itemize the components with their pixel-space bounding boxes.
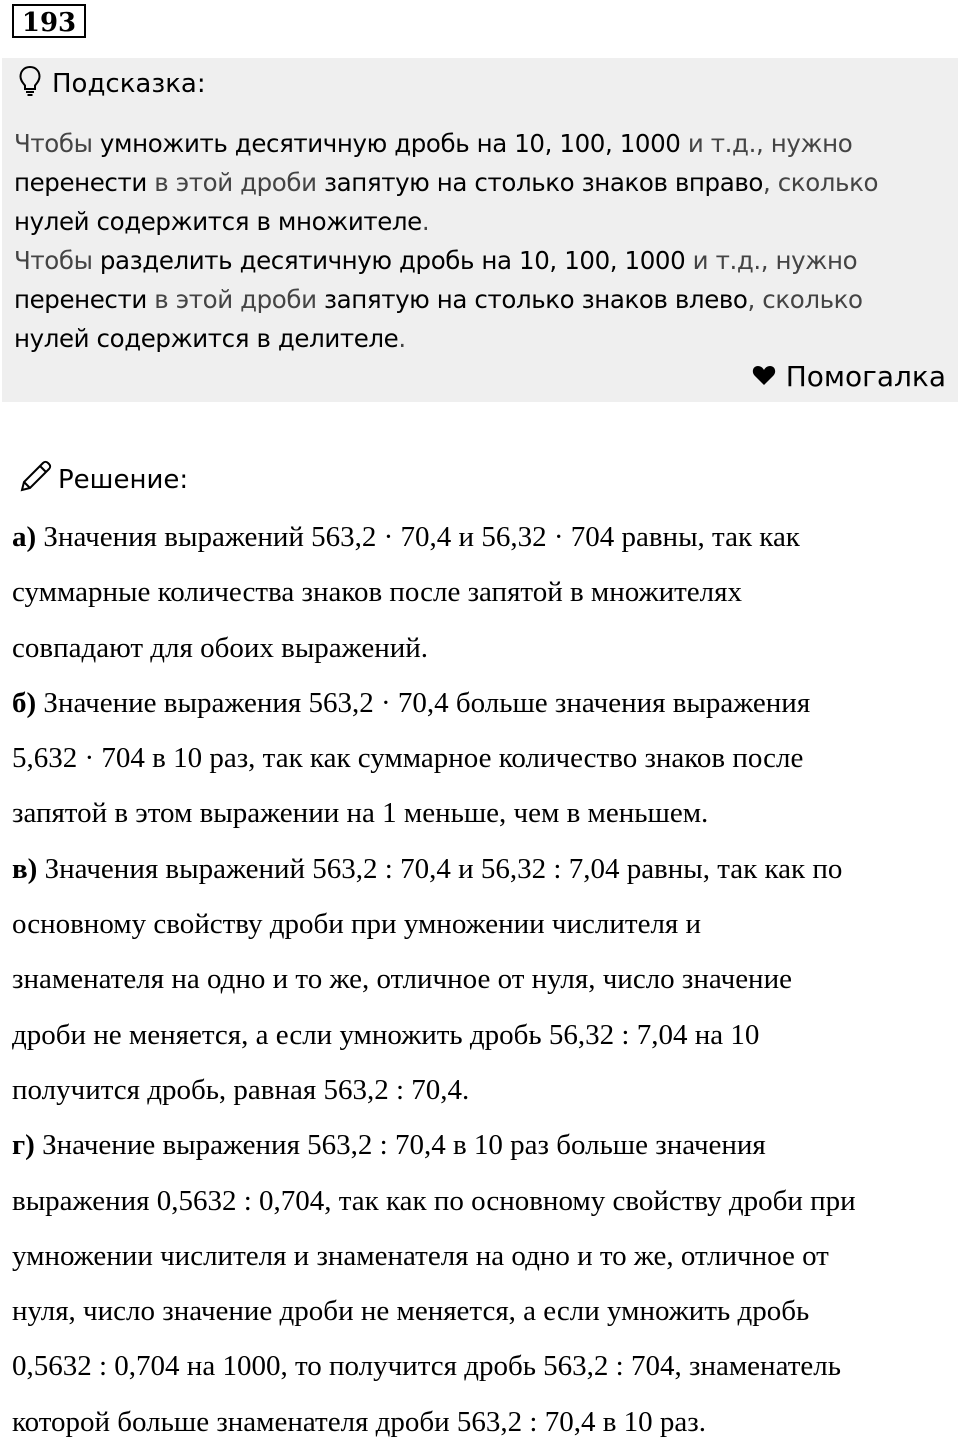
lightbulb-icon (18, 65, 52, 104)
solution-text: Значение выражения 563,2 · 70,4 больше значения выражения (36, 686, 811, 719)
hint-line (14, 163, 944, 202)
hint-emphasis: перенести (14, 168, 147, 197)
solution-text: дроби не меняется, а если умножить дробь 56,32 : 7,04 на 10 (12, 1018, 760, 1051)
solution-line (12, 510, 952, 565)
solution-body (12, 510, 952, 1450)
hint-box (2, 58, 958, 402)
hint-line (14, 202, 944, 241)
solution-text: запятой в этом выражении на 1 меньше, чем в меньшем. (12, 797, 709, 830)
solution-text: основному свойству дроби при умножении числителя и (12, 908, 702, 941)
hint-paragraph (14, 124, 944, 241)
hint-text-run: Чтобы (14, 246, 100, 275)
solution-line (12, 1063, 952, 1118)
hint-text-run: , сколько (762, 168, 879, 197)
solution-line (12, 1008, 952, 1063)
hint-title: Подсказка: (52, 69, 206, 99)
solution-text: Значение выражения 563,2 : 70,4 в 10 раз больше значения (34, 1129, 766, 1162)
hint-text-run: и т.д., нужно (680, 129, 853, 158)
solution-line (12, 676, 952, 731)
brand-label (752, 360, 946, 393)
hint-text-run: в этой дроби (146, 285, 325, 314)
heart-icon (752, 360, 786, 393)
solution-line (12, 731, 952, 786)
hint-paragraph (14, 241, 944, 358)
item-label: в) (12, 852, 38, 885)
solution-text: нуля, число значение дроби не меняется, а если умножить дробь (12, 1295, 810, 1328)
hint-emphasis: запятую на столько знаков вправо (324, 168, 763, 197)
hint-emphasis: разделить десятичную дробь на 10, 100, 1000 (99, 246, 686, 275)
item-label: г) (12, 1129, 35, 1162)
solution-header (16, 458, 188, 502)
solution-text: совпадают для обоих выражений. (12, 631, 429, 664)
solution-text: которой больше знаменателя дроби 563,2 : 70,4 в 10 раз. (12, 1405, 706, 1438)
hint-text-run: . (421, 207, 430, 236)
hint-emphasis: умножить десятичную дробь на 10, 100, 1000 (99, 129, 681, 158)
item-label: а) (12, 521, 37, 553)
solution-text: умножении числителя и знаменателя на одно и то же, отличное от (12, 1239, 829, 1272)
hint-emphasis: нулей содержится в множителе (14, 207, 422, 236)
solution-text: Значения выражений 563,2 : 70,4 и 56,32 : 7,04 равны, так как по (37, 852, 843, 885)
solution-text: выражения 0,5632 : 0,704, так как по основному свойству дроби при (12, 1184, 856, 1217)
solution-line (12, 952, 952, 1007)
solution-line (12, 1229, 952, 1284)
hint-line (14, 241, 944, 280)
hint-line (14, 280, 944, 319)
hint-line (14, 124, 944, 163)
solution-line (12, 842, 952, 897)
brand-name: Помогалка (785, 360, 946, 393)
solution-text: знаменателя на одно и то же, отличное от нуля, число значение (12, 963, 792, 996)
solution-title: Решение: (58, 465, 189, 495)
solution-text: суммарные количества знаков после запятой в множителях (12, 576, 742, 609)
solution-line (12, 1339, 952, 1394)
pencil-icon (16, 458, 58, 503)
hint-text-run: и т.д., нужно (685, 246, 858, 275)
solution-text: 5,632 · 704 в 10 раз, так как суммарное количество знаков после (12, 742, 804, 775)
solution-line (12, 786, 952, 841)
item-label: б) (12, 686, 37, 719)
task-number: 193 (12, 4, 86, 38)
solution-line (12, 621, 952, 676)
solution-line (12, 1118, 952, 1173)
hint-emphasis: запятую на столько знаков влево (324, 285, 748, 314)
solution-line (12, 565, 952, 620)
solution-text: 0,5632 : 0,704 на 1000, то получится дробь 563,2 : 704, знаменатель (12, 1350, 841, 1383)
hint-emphasis: нулей содержится в делителе (14, 324, 399, 353)
hint-emphasis: перенести (14, 285, 147, 314)
solution-text: Значения выражений 563,2 · 70,4 и 56,32 · 704 равны, так как (36, 521, 800, 553)
hint-text-run: в этой дроби (146, 168, 325, 197)
hint-line (14, 319, 944, 358)
hint-text-run: , сколько (747, 285, 863, 314)
solution-line (12, 1395, 952, 1450)
hint-text-run: . (398, 324, 406, 353)
hint-header (18, 66, 206, 102)
solution-line (12, 897, 952, 952)
solution-line (12, 1174, 952, 1229)
solution-line (12, 1284, 952, 1339)
hint-text-run: Чтобы (14, 129, 100, 158)
solution-text: получится дробь, равная 563,2 : 70,4. (12, 1073, 470, 1106)
hint-text (14, 124, 944, 358)
